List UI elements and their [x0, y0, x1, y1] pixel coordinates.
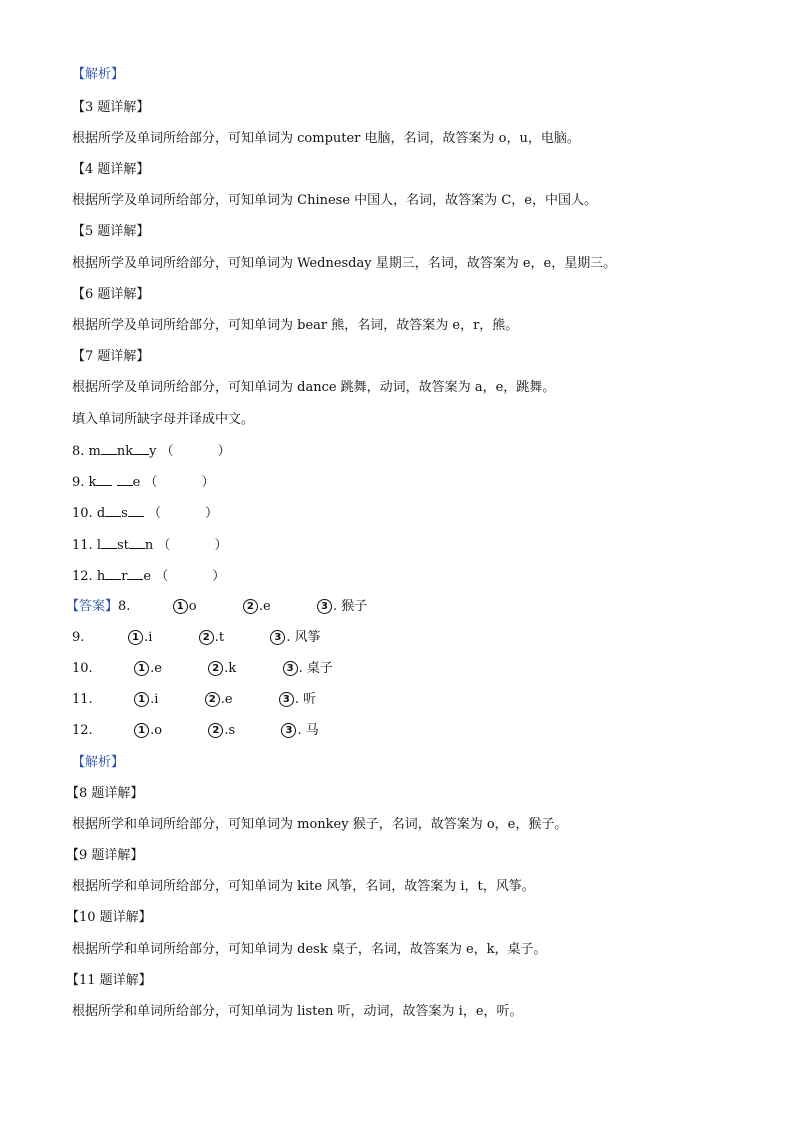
- detail-heading-6: 【6 题详解】: [72, 287, 150, 302]
- answer-blank: [96, 473, 112, 486]
- paren-open: （: [160, 444, 174, 459]
- detail-heading-8: 【8 题详解】: [66, 786, 144, 801]
- answer-row-8: 【答案】8. 1 o 2 .e 3 . 猴子: [66, 599, 368, 614]
- paren-open: （: [147, 506, 161, 521]
- detail-heading-9: 【9 题详解】: [66, 848, 144, 863]
- circled-number-2-icon: 2: [199, 630, 214, 645]
- detail-heading-4: 【4 题详解】: [72, 162, 150, 177]
- detail-text-4: 根据所学及单词所给部分，可知单词为 Chinese 中国人，名词，故答案为 C，e，中国人。: [72, 193, 597, 208]
- circled-number-1-icon: 1: [128, 630, 143, 645]
- circled-number-3-icon: 3: [270, 630, 285, 645]
- answer-blank: [133, 442, 149, 455]
- detail-heading-3: 【3 题详解】: [72, 100, 150, 115]
- answer-row-12: 12. 1 .o 2 .s 3 . 马: [72, 723, 319, 738]
- circled-number-3-icon: 3: [281, 723, 296, 738]
- circled-number-1-icon: 1: [134, 692, 149, 707]
- question-8: 8. m nk y （ ）: [72, 444, 231, 459]
- question-11: 11. l st n （ ）: [72, 538, 228, 553]
- answer-row-11: 11. 1 .i 2 .e 3 . 听: [72, 692, 317, 707]
- circled-number-2-icon: 2: [208, 723, 223, 738]
- question-9: 9. k e （ ）: [72, 475, 215, 490]
- instruction-text: 填入单词所缺字母并译成中文。: [72, 412, 255, 427]
- analysis-tag: 【解析】: [72, 755, 125, 770]
- detail-heading-5: 【5 题详解】: [72, 224, 150, 239]
- answer-blank: [105, 567, 121, 580]
- answer-blank: [101, 442, 117, 455]
- detail-text-9: 根据所学和单词所给部分，可知单词为 kite 风筝，名词，故答案为 i，t，风筝。: [72, 879, 535, 894]
- circled-number-1-icon: 1: [134, 661, 149, 676]
- analysis-tag: 【解析】: [72, 67, 125, 82]
- answer-blank: [128, 504, 144, 517]
- paren-close: ）: [204, 506, 218, 521]
- paren-open: （: [144, 475, 158, 490]
- paren-open: （: [157, 538, 171, 553]
- paren-open: （: [155, 569, 169, 584]
- circled-number-3-icon: 3: [317, 599, 332, 614]
- question-12: 12. h r e （ ）: [72, 569, 226, 584]
- paren-close: ）: [217, 444, 231, 459]
- circled-number-3-icon: 3: [283, 661, 298, 676]
- circled-number-2-icon: 2: [208, 661, 223, 676]
- paren-close: ）: [214, 538, 228, 553]
- detail-text-10: 根据所学和单词所给部分，可知单词为 desk 桌子，名词，故答案为 e，k，桌子。: [72, 942, 547, 957]
- circled-number-2-icon: 2: [205, 692, 220, 707]
- circled-number-1-icon: 1: [173, 599, 188, 614]
- answer-blank: [105, 504, 121, 517]
- circled-number-2-icon: 2: [243, 599, 258, 614]
- answer-row-9: 9. 1 .i 2 .t 3 . 风筝: [72, 630, 321, 645]
- detail-text-11: 根据所学和单词所给部分，可知单词为 listen 听，动词，故答案为 i，e，听。: [72, 1004, 523, 1019]
- detail-text-3: 根据所学及单词所给部分，可知单词为 computer 电脑，名词，故答案为 o，u，电脑。: [72, 131, 580, 146]
- detail-text-8: 根据所学和单词所给部分，可知单词为 monkey 猴子，名词，故答案为 o，e，猴子。: [72, 817, 568, 832]
- circled-number-3-icon: 3: [279, 692, 294, 707]
- answer-blank: [101, 536, 117, 549]
- answer-blank: [129, 536, 145, 549]
- detail-text-7: 根据所学及单词所给部分，可知单词为 dance 跳舞，动词，故答案为 a，e，跳舞。: [72, 380, 556, 395]
- answer-blank: [117, 473, 133, 486]
- detail-heading-11: 【11 题详解】: [66, 973, 152, 988]
- paren-close: ）: [201, 475, 215, 490]
- circled-number-1-icon: 1: [134, 723, 149, 738]
- detail-heading-10: 【10 题详解】: [66, 910, 152, 925]
- detail-text-6: 根据所学及单词所给部分，可知单词为 bear 熊，名词，故答案为 e，r，熊。: [72, 318, 519, 333]
- answer-blank: [127, 567, 143, 580]
- paren-close: ）: [212, 569, 226, 584]
- detail-heading-7: 【7 题详解】: [72, 349, 150, 364]
- answer-row-10: 10. 1 .e 2 .k 3 . 桌子: [72, 661, 333, 676]
- detail-text-5: 根据所学及单词所给部分，可知单词为 Wednesday 星期三，名词，故答案为 e，e，星期三。: [72, 256, 617, 271]
- answer-tag: 【答案】: [66, 599, 119, 614]
- question-10: 10. d s （ ）: [72, 506, 218, 521]
